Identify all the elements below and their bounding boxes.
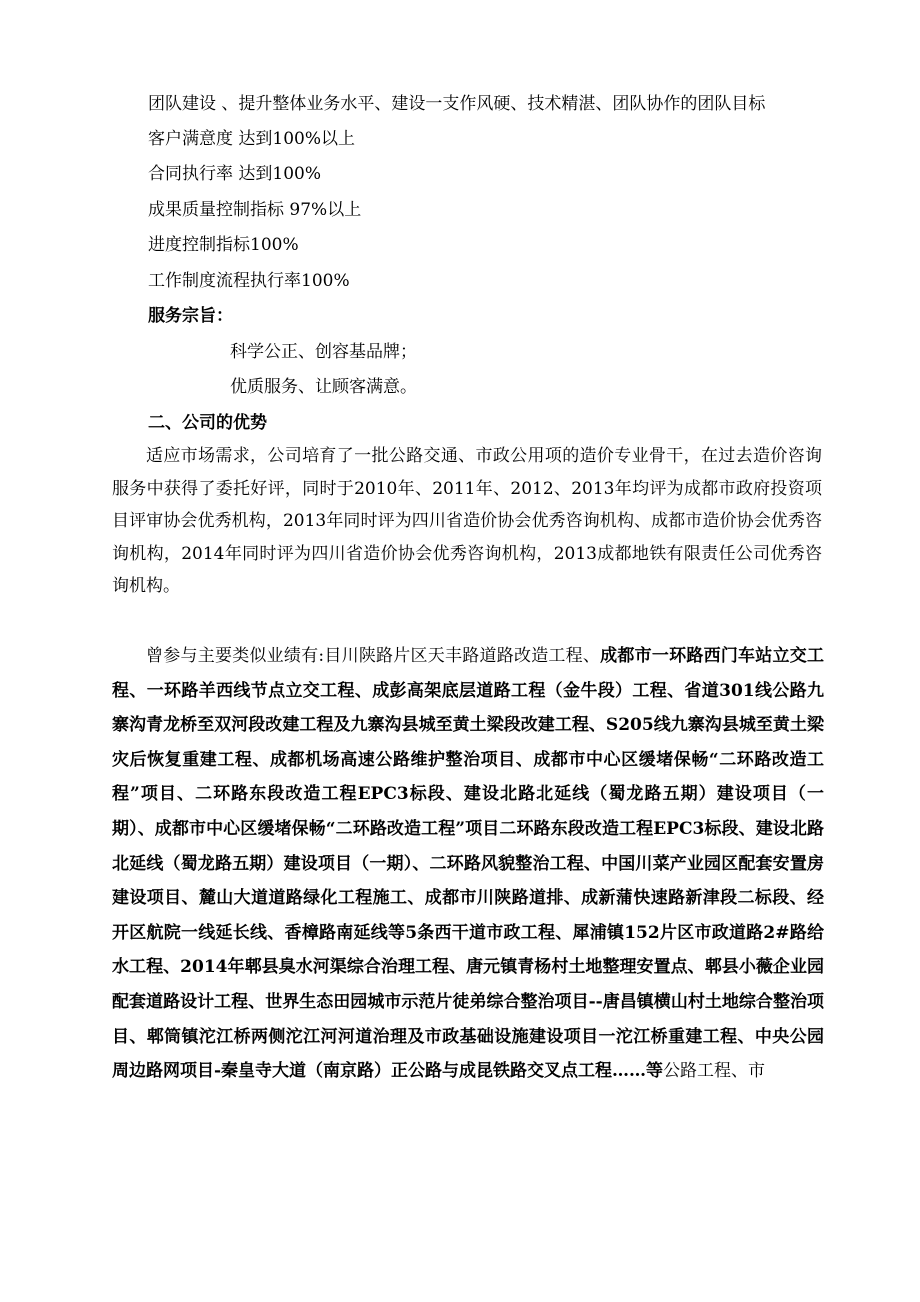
performance-tail: 公路工程、市 — [663, 1061, 766, 1082]
performance-intro: 曾参与主要类似业绩有:目川陕路片区天丰路道路改造工程、 — [146, 646, 601, 666]
performance-project-list: 成都市一环路西门车站立交工程、一环路羊西线节点立交工程、成彭高架底层道路工程（金牛段）工程、省道301线公路九寨沟青龙桥至双河段改建工程及九寨沟县城至黄土梁段改建工程、S205线九寨沟县城至黄土梁灾后恢复重建工程、成都机场高速公路维护整治项目、成都市中心区缓堵保畅“二环路改造工程”项目、二环路东段改造工程EPC3标段、建设北路北延线（蜀龙路五期）建设项目（一期）、成都市中心区缓堵保畅“二环路改造工程”项目二环路东段改造工程EPC3标段、建设北路北延线（蜀龙路五期）建设项目（一期）、二环路风貌整治工程、中国川菜产业园区配套安置房建设项目、麓山大道道路绿化工程施工、成都市川陕路道排、成新蒲快速路新津段二标段、经开区航院一线延长线、香樟路南延线等5条西干道市政工程、犀浦镇152片区市政道路2#路给水工程、2014年郫县臭水河渠综合治理工程、唐元镇青杨村土地整理安置点、郫县小薇企业园配套道路设计工程、世界生态田园城市示范片徒弟综合整治项目--唐昌镇横山村土地综合整治项目、郫筒镇沱江桥两侧沱江河河道治理及市政基础设施建设项目一沱江桥重建工程、中央公园周边路网项目-秦皇寺大道（南京路）正公路与成昆铁路交叉点工程……等 — [112, 646, 825, 1082]
company-advantages-heading: 二、公司的优势 — [148, 413, 267, 433]
company-advantages-paragraph: 适应市场需求，公司培育了一批公路交通、市政公用项的造价专业骨干，在过去造价咨询服务中获得了委托好评，同时于2010年、2011年、2012、2013年均评为成都市政府投资项目评审协会优秀机构，2013年同时评为四川省造价协会优秀咨询机构、成都市造价协会优秀咨询机构，2014年同时评为四川省造价协会优秀咨询机构，2013成都地铁有限责任公司优秀咨询机构。 — [112, 446, 822, 597]
goal-contract-execution: 合同执行率 达到100% — [148, 164, 322, 184]
service-purpose-heading: 服务宗旨： — [148, 306, 233, 326]
goal-process-execution: 工作制度流程执行率100% — [148, 271, 350, 291]
goal-quality-control: 成果质量控制指标 97%以上 — [148, 200, 362, 220]
goal-customer-satisfaction: 客户满意度 达到100%以上 — [148, 129, 356, 149]
goal-team: 团队建设 、提升整体业务水平、建设一支作风硬、技术精湛、团队协作的团队目标 — [148, 94, 766, 114]
goal-progress-control: 进度控制指标100% — [148, 235, 299, 255]
performance-paragraph — [112, 639, 824, 1089]
service-purpose-line-2: 优质服务、让顾客满意。 — [230, 377, 417, 397]
service-purpose-line-1: 科学公正、创容基品牌； — [230, 342, 417, 362]
